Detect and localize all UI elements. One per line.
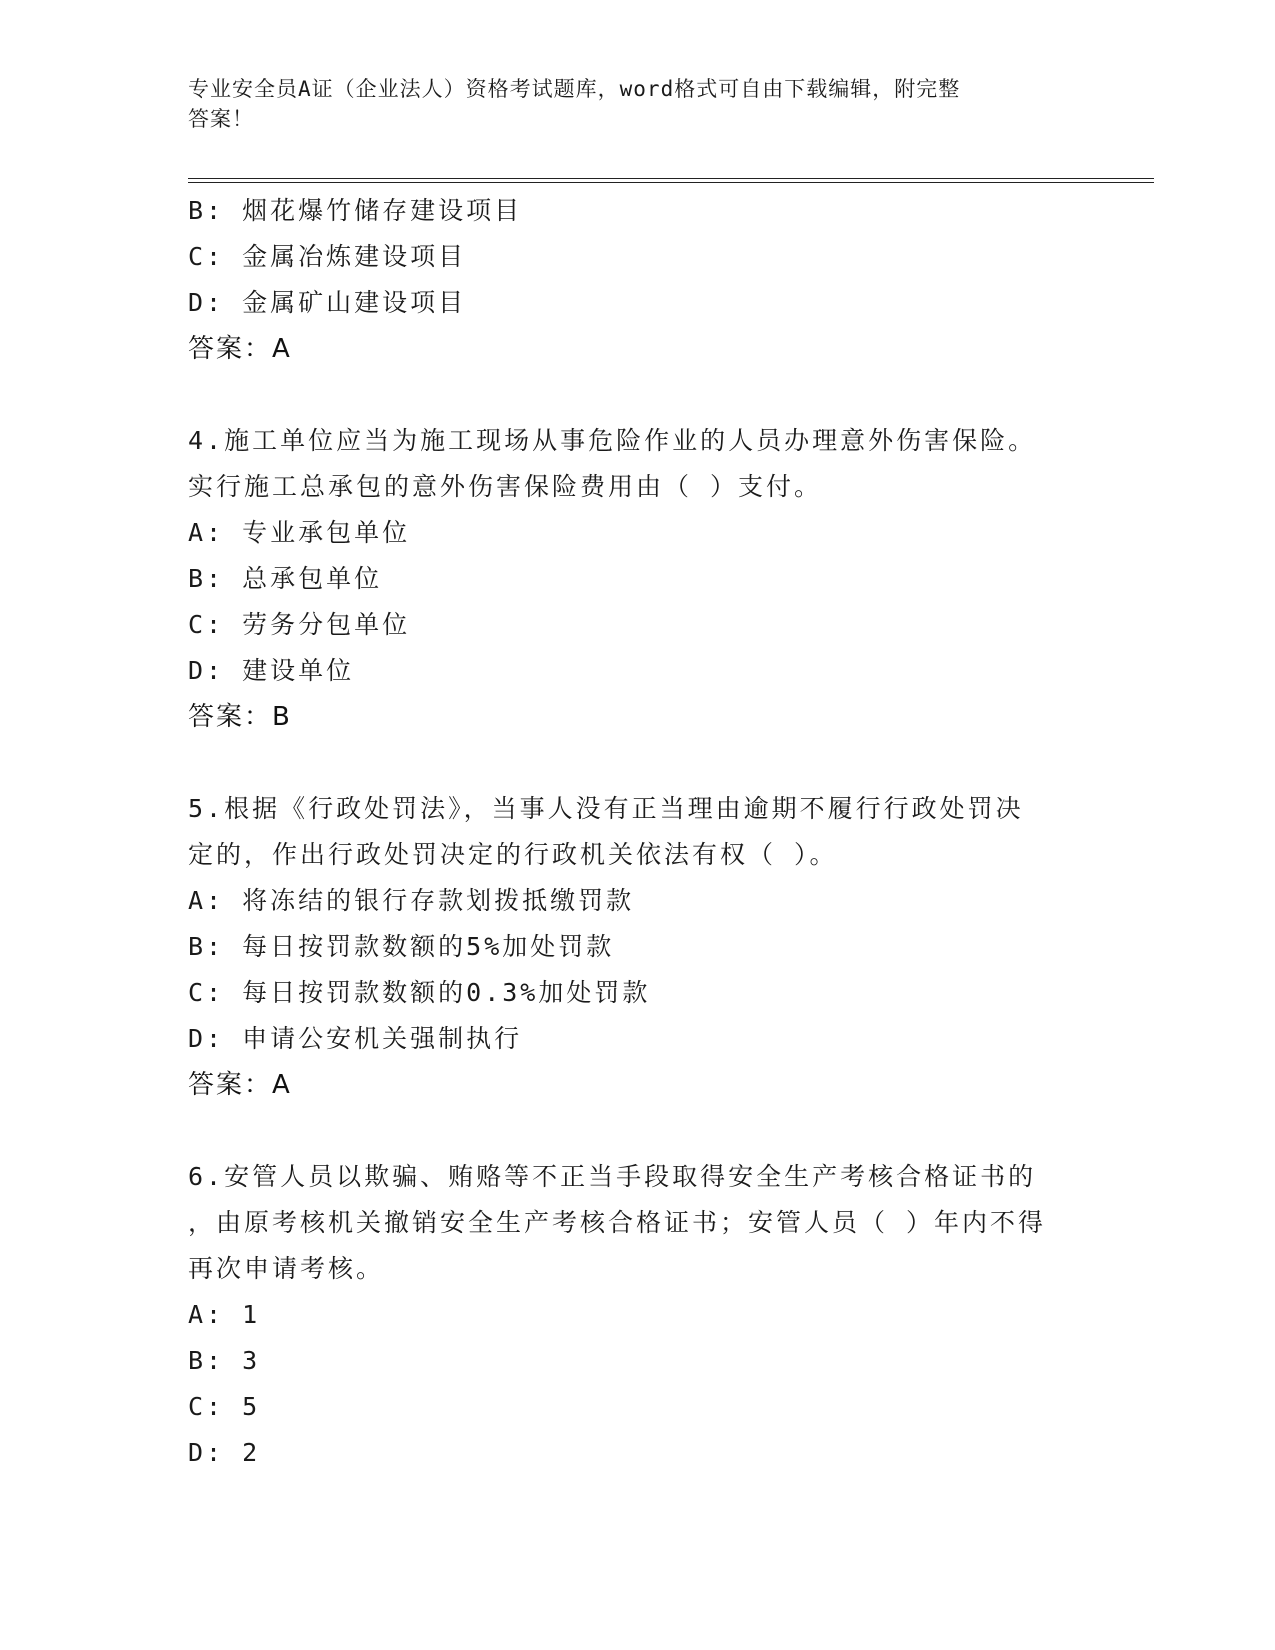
document-body (188, 188, 1088, 1476)
option-d: D: 申请公安机关强制执行 (188, 1024, 523, 1053)
answer: 答案：B (188, 702, 292, 732)
header-rule-top (188, 178, 1154, 179)
option-b: B: 总承包单位 (188, 564, 383, 593)
option-b: B: 烟花爆竹储存建设项目 (188, 196, 523, 225)
option-b: B: 每日按罚款数额的5%加处罚款 (188, 932, 615, 961)
question-stem: 5.根据《行政处罚法》，当事人没有正当理由逾期不履行行政处罚决 (188, 794, 1024, 823)
option-c: C: 每日按罚款数额的0.3%加处罚款 (188, 978, 651, 1007)
answer: 答案：A (188, 1070, 292, 1100)
option-c: C: 5 (188, 1392, 261, 1421)
question-stem: 实行施工总承包的意外伤害保险费用由（ ）支付。 (188, 472, 823, 501)
option-d: D: 2 (188, 1438, 261, 1467)
header-line-2: 答案！ (188, 107, 254, 131)
option-b: B: 3 (188, 1346, 261, 1375)
question-stem: ，由原考核机关撤销安全生产考核合格证书；安管人员（ ）年内不得 (188, 1208, 1047, 1237)
question-4 (188, 418, 1088, 740)
question-stem: 4.施工单位应当为施工现场从事危险作业的人员办理意外伤害保险。 (188, 426, 1037, 455)
question-3 (188, 188, 1088, 372)
question-stem: 6.安管人员以欺骗、贿赂等不正当手段取得安全生产考核合格证书的 (188, 1162, 1037, 1191)
option-c: C: 劳务分包单位 (188, 610, 411, 639)
spacer (188, 740, 1088, 786)
header-line-1: 专业安全员A证（企业法人）资格考试题库，word格式可自由下载编辑，附完整 (188, 77, 961, 101)
question-6 (188, 1154, 1088, 1476)
option-a: A: 专业承包单位 (188, 518, 411, 547)
option-d: D: 建设单位 (188, 656, 355, 685)
option-a: A: 1 (188, 1300, 261, 1329)
spacer (188, 1108, 1088, 1154)
answer: 答案：A (188, 334, 292, 364)
spacer (188, 372, 1088, 418)
question-stem: 再次申请考核。 (188, 1254, 385, 1283)
header-rule-bottom (188, 182, 1154, 183)
question-5 (188, 786, 1088, 1108)
option-c: C: 金属冶炼建设项目 (188, 242, 467, 271)
question-stem: 定的，作出行政处罚决定的行政机关依法有权（ ）。 (188, 840, 838, 869)
document-header (188, 74, 1088, 134)
option-a: A: 将冻结的银行存款划拨抵缴罚款 (188, 886, 635, 915)
option-d: D: 金属矿山建设项目 (188, 288, 467, 317)
